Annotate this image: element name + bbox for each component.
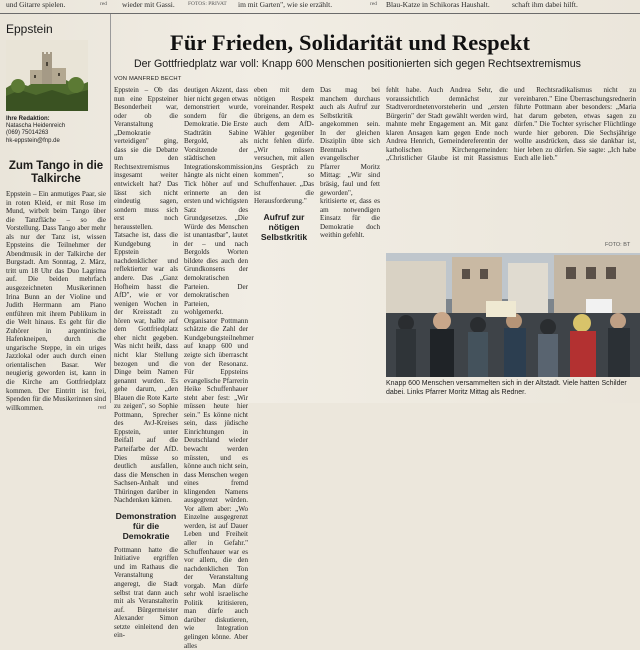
editor-phone: (069) 75014263 <box>6 130 49 137</box>
top-snippet-2: wieder mit Gassi. <box>122 0 175 9</box>
article-col2-body: deutigen Akzent, dass hier nicht gegen etwas demonstriert wurde, sondern für die Demokratie. Die Erste Stadträtin Sabine Bergold, als Vorsitzende der städtischen Integrationskommission, hängte als nicht einen Tick höher auf und erinnerte an den ersten und wichtigsten Satz des Grundgesetzes. „Die Würde des Menschen ist unantastbar", lautet der – und nach Bergolds Worten bildete dies auch den Grundkonsens der demokratischen Parteien. Der demokratischen Parteien, wohlgemerkt. Organisator Pottmann schätzte die Zahl der Kundgebungsteilnehmer auf knapp 600 und zeigte sich überrascht von der Resonanz. Für Eppsteins evangelische Pfarrerin Heike Schuffenhauer steht aber fest: „Wir müssen heute hier sein." Es könne nicht sein, dass jüdische Einrichtungen in Deutschland wieder bewacht werden müssten, und es könne auch nicht sein, dass Menschen wegen eines fremd klingenden Namens ausgegrenzt würden. Vor allem aber: „Wo Einzelne ausgegrenzt werden, ist auf Dauer Leben und Freiheit aller in Gefahr." Schuffenhauer war es vor allem, die den nachdenklichen Ton der Veranstaltung vorgab. Man dürfe sehr wohl israelische Politik kritisieren, man dürfe auch darüber diskutieren, wie Integration gelingen könne. Aber alles <box>184 86 255 650</box>
top-snippet-4: Blau-Katze in Schikoras Haushalt. <box>386 0 490 9</box>
article-col3-body2: Das mag bei manchem durchaus auch als Aufruf zur Selbstkritik angekommen sein. In der gleichen Disziplin übte sich Brentnals evangelischer Pfarrer Moritz Mittag: „Wir sind bräsig, faul und fett geworden", kritisierte er, dass es am notwendigen Einsatz für die Demokratie doch weithin gefehlt. <box>320 86 380 240</box>
editor-email: hk-eppstein@fnp.de <box>6 137 60 144</box>
top-snippet-3: im mit Garten", wie sie erzählt. <box>238 0 333 9</box>
article-col1-subheading: Demonstration für die Demokratie <box>115 510 177 541</box>
rally-photo <box>386 253 640 377</box>
article-col1-intro: Eppstein – Ob das nun eine Eppsteiner Besonderheit war, oder ob die Veranstaltung „Demokratie verteidigen" ging, dass sie die Debatte um den Rechtsextremismus insgesamt weiter entwickelt hat? Das lässt sich nicht eindeutig sagen, sondern muss sich erst noch herausstellen. Tatsache ist, dass die Kundgebung in Eppstein nachdenklicher und reflektierter war als andere. Das „Ganz Hofheim hasst die AfD", wie er vor wenigen Wochen in der Kreisstadt zu hören war, hallte auf dem Gottfriedplatz eher nicht gegeben. Was nicht heißt, dass nicht klar Stellung bezogen und die Dinge beim Namen genannt wurden. Es gehe darum, „den Blauen die Rote Karte zu zeigen", so Sophie Pottmann, Sprecher des AvJ-Kreises Eppstein, unter Beifall auf die Parteifarbe der AfD. Dies müsse so deutlich ausfallen, dass die Menschen in Sachsen-Anhalt und Thüringen darüber in Nachdenken kämen. <box>114 86 178 505</box>
top-snippet-1-tag: red <box>100 1 108 7</box>
top-snippet-5: schaft ihm dabei hilft. <box>512 0 578 9</box>
article-subheadline: Der Gottfriedplatz war voll: Knapp 600 Menschen positionierten sich gegen Rechtsextremismus <box>134 58 581 70</box>
sidebar-location: Eppstein <box>6 22 53 36</box>
sidebar-body-column <box>6 190 106 412</box>
article-col1-body: Pottmann hatte die Initiative ergriffen und im Rathaus die Veranstaltung angeregt, die Stadt selbst trat dann auch mit als Veranstalterin auf. Bürgermeister Alexander Simon setzte einleitend den ein- <box>114 545 178 640</box>
editorial-contact <box>6 116 65 145</box>
top-rule <box>0 13 640 14</box>
article-headline: Für Frieden, Solidarität und Respekt <box>170 30 531 55</box>
sidebar-body-tag: red <box>98 404 106 411</box>
article-column-2 <box>184 86 255 650</box>
article-column-1 <box>114 86 178 640</box>
photo-caption: Knapp 600 Menschen versammelten sich in der Altstadt. Viele hatten Schilder dabei. Links Pfarrer Moritz Mittag als Redner. <box>386 380 627 396</box>
article-column-3 <box>254 86 380 403</box>
article-col3-subheading: Aufruf zur nötigen Selbstkritik <box>260 211 308 242</box>
article-byline: VON MANFRED BECHT <box>114 76 182 82</box>
article-col3-body: eben mit dem nötigen Respekt voreinander. Respekt übrigens, an dem es auch dem AfD-Wähler gegenüber nicht fehlen dürfe. „Wir müssen versuchen, mit allen ins Gespräch zu kommen", so Schuffenhauer. „Das ist die Herausforderung." <box>254 86 314 206</box>
top-strip <box>0 0 640 9</box>
editor-name: Natascha Heidenreich <box>6 123 66 130</box>
article-column-4 <box>386 86 636 236</box>
article-col4-body: fehlt habe. Auch Andrea Sehr, die voraussichtlich demnächst zur Stadtverordnetenvorsteherin und „ersten Bürgerin" der Stadt gewählt werden wird, mahnte mehr Engagement an. Mit ganz klaren Ansagen kam gegen Ende noch Andrea Henrich, Gemeindereferentin der katholischen Kirchengemeinden: „Christlicher Glaube ist mit Rassismus und Rechtsradikalismus nicht zu vereinbaren." Eine Überraschungsrednerin führte Pottmann aber besonders: „Maria hat darum gebeten, etwas sagen zu dürfen." Die Tochter syrischer Flüchtlinge wurde hier geboren. Die Sechsjährige wollte ausdrücken, dass sie dankbar ist, hier leben zu dürfen. Sie sagte: „Ich habe Euch alle lieb." <box>386 86 636 163</box>
top-snippet-1: und Gitarre spielen. <box>6 0 66 9</box>
castle-logo-image <box>6 40 88 111</box>
photo-credit: FOTO: BT <box>605 242 631 248</box>
sidebar-headline: Zum Tango in die Talkirche <box>8 160 104 185</box>
editorial-label: Ihre Redaktion: <box>6 116 50 122</box>
sidebar-body: Eppstein – Ein anmutiges Paar, sie in roten Kleid, er mit Rose im Mund, wirbelt beim Tango über die Tanzfläche – so die Vorstellung. Dass Tango aber mehr als nur der Tanz ist, wissen Eppsteins die Teilnehmer der Abendmusik in der Talkirche der Burgstadt. Am Sonntag, 2. März, tritt um 18 Uhr das Duo Lagrima auf. Die beiden mehrfach ausgezeichneten Musikerinnen Irina Bunn an der Violine und Judith Herrmann am Piano entführen mit ihrem Publikum in die Welt hinaus. Es geht für die Zuhörer in argentinische Hafenkneipen, durch die ungarische Steppe, in ein uriges Jazzlokal oder auch durch einen orientalischen Basar. Wer neugierig geworden ist, kann in die Kirche am Gottfriedplatz kommen. Der Eintritt ist frei, Spenden für die Musikerinnen sind willkommen. <box>6 190 106 412</box>
top-snippet-2-tag: FOTOS: PRIVAT <box>188 1 227 7</box>
sidebar-divider <box>110 14 111 403</box>
top-snippet-3-tag: red <box>370 1 378 7</box>
